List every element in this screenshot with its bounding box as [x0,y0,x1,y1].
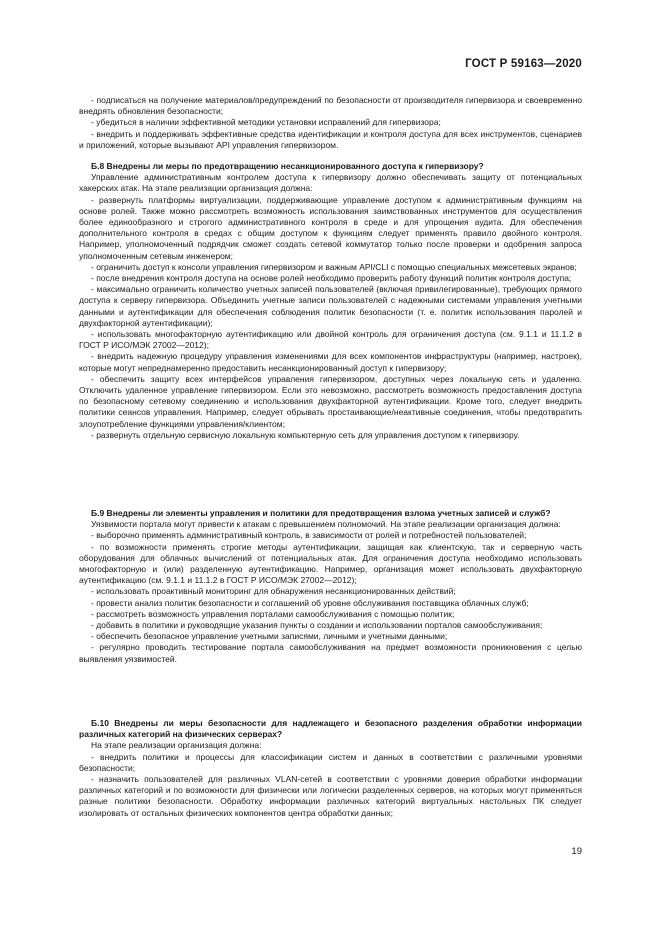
paragraph: - развернуть платформы виртуализации, поддерживающие управление доступом к административным функциям на основе ролей. Также можно рассмотреть возможность использования заимствованных инструментов для осуществления более единообразного и строгого административного контроля в среде и для упрощения аудита. Для обеспечения дополнительного контроля в средах с общим доступом к функциям следует применять правило двойного контроля. Например, уполномоченный подрядчик сможет создать сетевой коммутатор только после проверки и одобрения запроса уполномоченным сетевым инженером; [79,194,582,261]
paragraph: - использовать многофакторную аутентификацию или двойной контроль для ограничения доступа (см. 9.1.1 и 11.1.2 в ГОСТ Р ИСО/МЭК 27002—2012); [79,329,582,351]
paragraph: - выборочно применять административный контроль, в зависимости от ролей и потребностей пользователей; [91,530,527,541]
paragraph: - обеспечить безопасное управление учетными записями, личными и учетными данными; [91,631,448,642]
paragraph: - по возможности применять строгие методы аутентификации, защищая как клиентскую, так и серверную часть оборудования для облачных вычислений от потенциальных атак. Для ограничения доступа необходимо использовать многофакторную и (или) разделенную аутентификацию. Например, организация может использовать двухфакторную аутентификацию (см. 9.1.1 и 11.1.2 в ГОСТ Р ИСО/МЭК 27002—2012); [79,541,582,586]
paragraph: - рассмотреть возможность управления порталами самообслуживания с помощью политик; [91,608,455,619]
paragraph: - убедиться в наличии эффективной методики установки исправлений для гипервизора; [91,117,441,128]
page-number: 19 [571,846,582,857]
intro-section [79,95,582,151]
paragraph: - внедрить надежную процедуру управления изменениями для всех компонентов инфраструктуры (например, настроек), которые могут непреднамеренно предоставить несанкционированный доступ к гипервизору; [79,351,582,373]
paragraph: - использовать проактивный мониторинг для обнаружения несанкционированных действий; [91,586,456,597]
paragraph: - регулярно проводить тестирование портала самообслуживания на предмет возможности проникновения с целью выявления уязвимостей. [79,642,582,664]
paragraph: - ограничить доступ к консоли управления гипервизором и важным API/CLI с помощью специальных межсетевых экранов; [91,261,577,272]
paragraph: - провести анализ политик безопасности и соглашений об уровне обслуживания поставщика облачных служб; [91,597,529,608]
paragraph: - развернуть отдельную сервисную локальную компьютерную сеть для управления доступом к гипервизору. [91,429,520,440]
paragraph: - назначить пользователей для различных VLAN-сетей в соответствии с уровнями доверия обработки информации различных категорий и по возможности для физически или логически разделенных серверов, на которых могут применяться разные политики безопасности. Обработку информации различных категорий виртуальных настольных ПК следует изолировать от остальных физических компонентов центра обработки данных; [79,774,582,818]
paragraph: - обеспечить защиту всех интерфейсов управления гипервизором, доступных через локальную сеть и удаленно. Отключить удаленное управление гипервизором. Если это невозможно, рассмотреть возможность предоставления доступа по безопасному сетевому соединению и использования двухфакторной аутентификации. Кроме того, следует внедрить политики сеансов управления. Например, следует обрывать простаивающие/неактивные соединения, чтобы предотвратить злоупотребление функциями управления/клиентом; [79,373,582,429]
paragraph: - после внедрения контроля доступа на основе ролей необходимо проверить работу функций политик контроля доступа; [91,273,572,284]
section-b8 [79,161,582,441]
paragraph: - максимально ограничить количество учетных записей пользователей (включая привилегированные), требующих прямого доступа к серверу гипервизора. Объединить учетные записи пользователей с надежными системами управления учетными данными и аутентификации для обеспечения соблюдения политик безопасности (т. е. политик использования паролей и двухфакторной аутентификации); [79,284,582,328]
document-id: ГОСТ Р 59163—2020 [465,58,582,70]
paragraph: - добавить в политики и руководящие указания пункты о создании и использовании порталов самообслуживания; [91,620,543,631]
paragraph: Управление административным контролем доступа к гипервизору должно обеспечивать защиту от потенциальных хакерских атак. На этапе реализации организация должна: [79,172,582,194]
paragraph: - внедрить и поддерживать эффективные средства идентификации и контроля доступа для всех инструментов, сценариев и приложений, которые вызывают API управления гипервизором. [79,128,582,150]
section-heading: Б.8 Внедрены ли меры по предотвращению несанкционированного доступа к гипервизору? [91,161,484,171]
section-b10 [79,718,582,819]
paragraph: На этапе реализации организация должна: [91,740,262,751]
section-b9 [79,508,582,665]
section-heading: Б.9 Внедрены ли элементы управления и политики для предотвращения взлома учетных записей и служб? [91,508,551,518]
paragraph: - подписаться на получение материалов/предупреждений по безопасности от производителя гипервизора и своевременно внедрять обновления безопасности; [79,95,582,117]
paragraph: - внедрить политики и процессы для классификации систем и данных в соответствии с различными уровнями безопасности; [79,751,582,773]
section-heading: Б.10 Внедрены ли меры безопасности для надлежащего и безопасного разделения обработки информации различных категорий на физических серверах? [79,718,582,740]
paragraph: Уязвимости портала могут привести к атакам с превышением полномочий. На этапе реализации организация должна: [91,519,561,530]
